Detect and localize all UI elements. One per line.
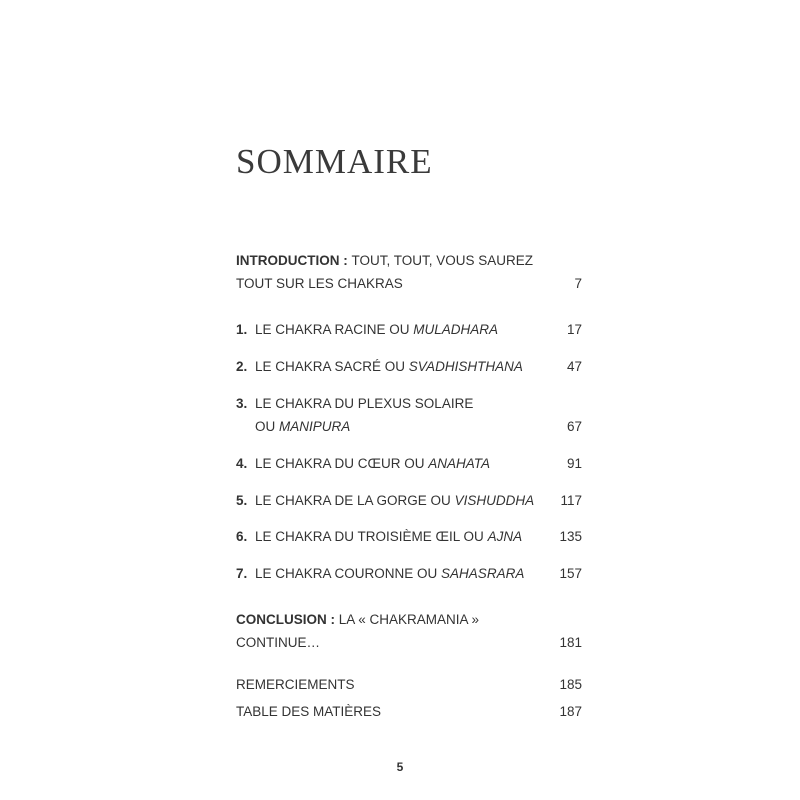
chapter-number: 5.: [236, 493, 248, 508]
page-number: 185: [559, 677, 582, 692]
toc-line: [236, 417, 582, 437]
chapter-number: 7.: [236, 566, 248, 581]
chapter-title: LE CHAKRA DU CŒUR OU: [255, 456, 429, 471]
intro-label: INTRODUCTION: [236, 253, 340, 268]
chapter-title: LE CHAKRA RACINE OU: [255, 322, 414, 337]
toc-line: [236, 251, 582, 271]
intro-separator: :: [339, 253, 352, 268]
page-folio: 5: [396, 760, 404, 774]
toc-line: [236, 454, 582, 474]
chapter-number: 4.: [236, 456, 248, 471]
chapter-number: 2.: [236, 359, 248, 374]
conclusion-label: CONCLUSION: [236, 612, 327, 627]
chapter-number: 3.: [236, 396, 248, 411]
toc-line: [236, 491, 582, 511]
page-number: 67: [566, 419, 582, 434]
page-number: 17: [566, 322, 582, 337]
chapter-title: LE CHAKRA DU TROISIÈME ŒIL OU: [255, 529, 488, 544]
chapter-number: 6.: [236, 529, 248, 544]
chapter-number: 1.: [236, 322, 248, 337]
chapter-title: LE CHAKRA DE LA GORGE OU: [255, 493, 455, 508]
toc-line: [236, 633, 582, 653]
page-number: 187: [559, 704, 582, 719]
toc-line: [236, 564, 582, 584]
chapter-title: LE CHAKRA SACRÉ OU: [255, 359, 409, 374]
page-title: SOMMAIRE: [236, 142, 433, 181]
chapter-title-italic: SVADHISHTHANA: [408, 359, 523, 374]
chapter-title: LE CHAKRA COURONNE OU: [255, 566, 442, 581]
chapter-title-line2: OU: [255, 419, 280, 434]
chapter-title-italic: VISHUDDHA: [454, 493, 535, 508]
page-number: 157: [559, 566, 582, 581]
chapter-title-italic: AJNA: [487, 529, 523, 544]
page-number: 7: [574, 276, 582, 291]
toc-line: [236, 527, 582, 547]
page-number: 135: [559, 529, 582, 544]
table-label: TABLE DES MATIÈRES: [236, 704, 382, 719]
conclusion-separator: :: [326, 612, 339, 627]
page-number: 91: [566, 456, 582, 471]
chapter-title-italic: MANIPURA: [279, 419, 351, 434]
chapter-title-italic: SAHASRARA: [441, 566, 525, 581]
toc-line: [236, 610, 582, 630]
toc-line: [236, 675, 582, 695]
toc-line: [236, 274, 582, 294]
page-number: 181: [559, 635, 582, 650]
toc-line: [236, 320, 582, 340]
chapter-title-italic: ANAHATA: [428, 456, 491, 471]
conclusion-title-line1: LA « CHAKRAMANIA »: [338, 612, 480, 627]
page-number: 117: [560, 493, 582, 508]
conclusion-title-line2: CONTINUE…: [236, 635, 320, 650]
remerciements-label: REMERCIEMENTS: [236, 677, 355, 692]
intro-title-line2: TOUT SUR LES CHAKRAS: [236, 276, 403, 291]
chapter-title: LE CHAKRA DU PLEXUS SOLAIRE: [255, 396, 474, 411]
chapter-title-italic: MULADHARA: [413, 322, 499, 337]
page-number: 47: [566, 359, 582, 374]
toc-line: [236, 394, 582, 414]
toc-line: [236, 702, 582, 722]
toc-line: [236, 357, 582, 377]
intro-title-line1: TOUT, TOUT, VOUS SAUREZ: [351, 253, 534, 268]
